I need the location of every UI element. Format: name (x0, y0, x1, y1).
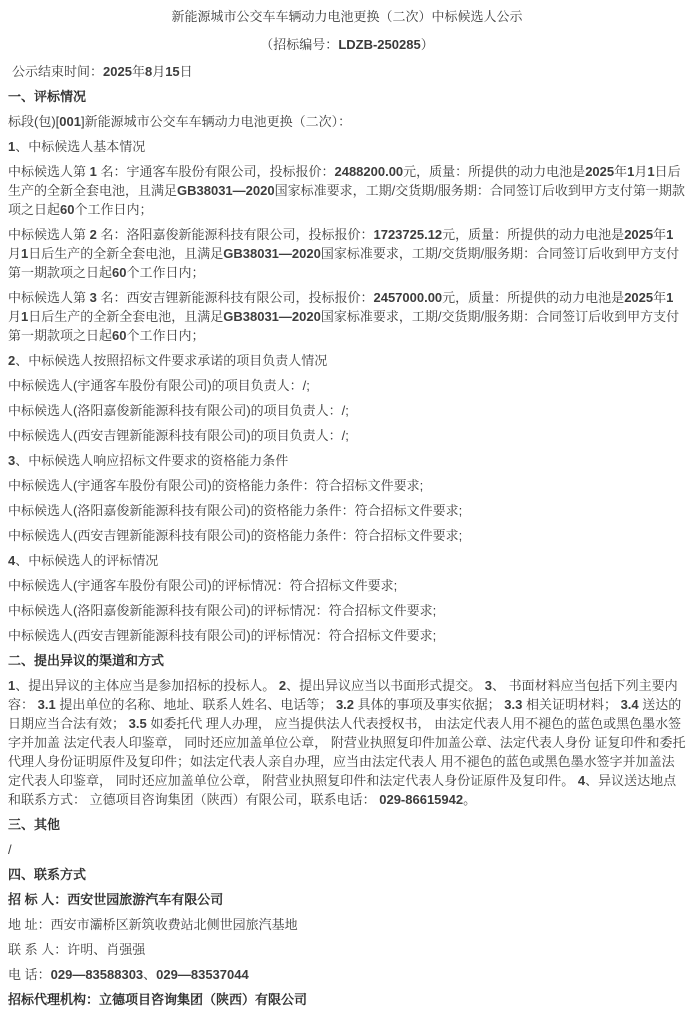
candidate-1-project-manager: 中标候选人(宇通客车股份有限公司)的项目负责人：/; (8, 378, 310, 393)
agency-line: 招标代理机构：立德项目咨询集团（陕西）有限公司 (8, 992, 308, 1007)
candidate-2-qualification: 中标候选人(洛阳嘉俊新能源科技有限公司)的资格能力条件：符合招标文件要求; (8, 503, 463, 518)
subheading-candidates-basic: 1、中标候选人基本情况 (8, 139, 146, 154)
candidate-1-evaluation: 中标候选人(宇通客车股份有限公司)的评标情况：符合招标文件要求; (8, 578, 398, 593)
lot-line: 标段(包)[001]新能源城市公交车车辆动力电池更换（二次）： (8, 114, 352, 129)
candidate-2-basic-info: 中标候选人第 2 名：洛阳嘉俊新能源科技有限公司，投标报价：1723725.12元，质量：所提供的动力电池是2025年1月1日后生产的全新全套电池，且满足GB38031—2020国家标准要求，工期/交货期/服务期：合同签订后收到甲方支付第一期款项之日起60个工作日内； (8, 227, 680, 280)
candidate-1-basic-info: 中标候选人第 1 名：宇通客车股份有限公司，投标报价：2488200.00元，质量：所提供的动力电池是2025年1月1日后生产的全新全套电池，且满足GB38031—2020国家标准要求，工期/交货期/服务期：合同签订后收到甲方支付第一期款项之日起60个工作日内； (8, 164, 685, 217)
address-line: 地 址：西安市灞桥区新筑收费站北侧世园旅汽基地 (8, 917, 298, 932)
candidate-2-project-manager: 中标候选人(洛阳嘉俊新能源科技有限公司)的项目负责人：/; (8, 403, 349, 418)
section-3-body: / (8, 842, 12, 857)
candidate-3-project-manager: 中标候选人(西安吉锂新能源科技有限公司)的项目负责人：/; (8, 428, 349, 443)
section-2-heading: 二、提出异议的渠道和方式 (8, 653, 165, 668)
candidate-3-qualification: 中标候选人(西安吉锂新能源科技有限公司)的资格能力条件：符合招标文件要求; (8, 528, 463, 543)
tenderer-line: 招 标 人：西安世园旅游汽车有限公司 (8, 892, 224, 907)
subheading-evaluation: 4、中标候选人的评标情况 (8, 553, 159, 568)
candidate-3-evaluation: 中标候选人(西安吉锂新能源科技有限公司)的评标情况：符合招标文件要求; (8, 628, 437, 643)
section-3-heading: 三、其他 (8, 817, 61, 832)
phone-line: 电 话：029—83588303、029—83537044 (8, 967, 249, 982)
section-4-heading: 四、联系方式 (8, 867, 87, 882)
section-1-heading: 一、评标情况 (8, 89, 87, 104)
subheading-project-managers: 2、中标候选人按照招标文件要求承诺的项目负责人情况 (8, 353, 328, 368)
contact-persons-line: 联 系 人：许明、肖强强 (8, 942, 146, 957)
tender-number-line: （招标编号：LDZB-250285） (260, 37, 434, 52)
candidate-1-qualification: 中标候选人(宇通客车股份有限公司)的资格能力条件：符合招标文件要求; (8, 478, 424, 493)
document-title: 新能源城市公交车车辆动力电池更换（二次）中标候选人公示 (171, 9, 523, 24)
candidate-2-evaluation: 中标候选人(洛阳嘉俊新能源科技有限公司)的评标情况：符合招标文件要求; (8, 603, 437, 618)
candidate-3-basic-info: 中标候选人第 3 名：西安吉锂新能源科技有限公司，投标报价：2457000.00元，质量：所提供的动力电池是2025年1月1日后生产的全新全套电池，且满足GB38031—2020国家标准要求，工期/交货期/服务期：合同签订后收到甲方支付第一期款项之日起60个工作日内； (8, 290, 680, 343)
subheading-qualifications: 3、中标候选人响应招标文件要求的资格能力条件 (8, 453, 289, 468)
objection-procedure-text: 1、提出异议的主体应当是参加招标的投标人。 2、提出异议应当以书面形式提交。 3、 书面材料应当包括下列主要内容： 3.1 提出单位的名称、地址、联系人姓名、电话等； 3.2 具体的事项及事实依据； 3.3 相关证明材料； 3.4 送达的日期应当合法有效； 3.5 如委托代 理人办理， 应当提供法人代表授权书， 由法定代表人用不褪色的蓝色或黑色墨水签字并加盖 法定代表人印鉴章， 同时还应加盖单位公章， 附营业执照复印件加盖公章、法定代表人身份 证复印件和委托代理人身份证明原件及复印件；如法定代表人亲自办理，应当由法定代表人 用不褪色的蓝色或黑色墨水签字并加盖法定代表人印鉴章， 同时还应加盖单位公章， 附营业执照复印件和法定代表人身份证原件及复印件。 4、异议送达地点和联系方式： 立德项目咨询集团（陕西）有限公司，联系电话： 029-86615942。 (8, 678, 686, 807)
publicity-end-date-line: 公示结束时间：2025年8月15日 (12, 64, 193, 79)
